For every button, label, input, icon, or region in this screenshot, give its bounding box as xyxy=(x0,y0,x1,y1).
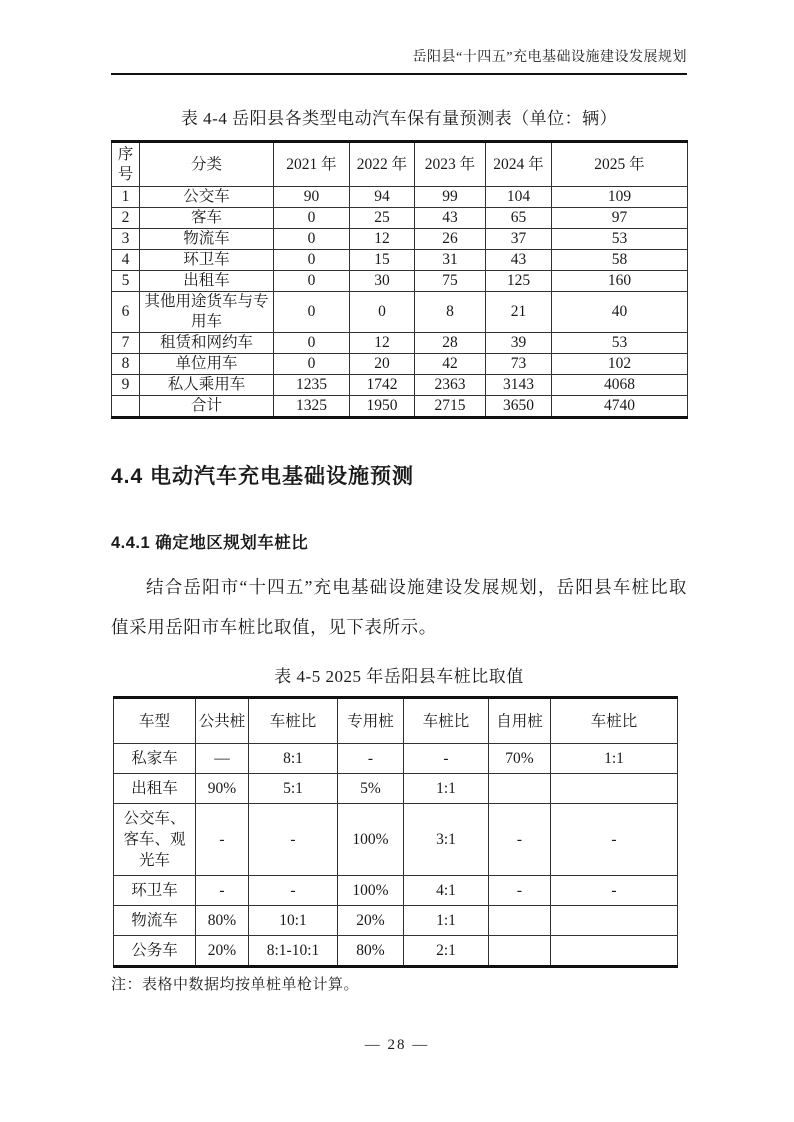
table-cell: 0 xyxy=(274,333,350,354)
table-row xyxy=(114,804,678,876)
table-cell: - xyxy=(196,804,249,876)
table-cell: 公务车 xyxy=(114,936,196,967)
table-cell: 43 xyxy=(415,208,486,229)
vehicle-ownership-forecast-table xyxy=(111,140,688,419)
table-cell: - xyxy=(196,876,249,906)
table-cell: 80% xyxy=(196,906,249,936)
table-cell: 8:1-10:1 xyxy=(249,936,338,967)
column-header: 车型 xyxy=(114,698,196,744)
table-cell: 99 xyxy=(415,187,486,208)
table-cell: 3:1 xyxy=(404,804,489,876)
table-cell: 65 xyxy=(486,208,552,229)
table-cell: 物流车 xyxy=(140,229,274,250)
table-cell: - xyxy=(404,744,489,774)
table-cell: 20% xyxy=(196,936,249,967)
table-row xyxy=(114,936,678,967)
table-cell xyxy=(489,774,551,804)
table-cell: 1:1 xyxy=(551,744,678,774)
table-header-row xyxy=(114,698,678,744)
table-cell: 租赁和网约车 xyxy=(140,333,274,354)
column-header: 自用桩 xyxy=(489,698,551,744)
table-cell: 12 xyxy=(350,229,415,250)
table-cell: 39 xyxy=(486,333,552,354)
column-header: 车桩比 xyxy=(551,698,678,744)
table-row xyxy=(112,396,688,418)
running-header xyxy=(111,0,687,75)
table-cell: - xyxy=(489,876,551,906)
table-cell: - xyxy=(551,804,678,876)
column-header: 车桩比 xyxy=(404,698,489,744)
table-cell: 104 xyxy=(486,187,552,208)
table-cell: 109 xyxy=(552,187,688,208)
table-cell: 4:1 xyxy=(404,876,489,906)
table-cell: 43 xyxy=(486,250,552,271)
table-cell: 客车 xyxy=(140,208,274,229)
table-cell: 37 xyxy=(486,229,552,250)
table-cell: 40 xyxy=(552,292,688,333)
table-header-row xyxy=(112,142,688,187)
table-cell: 0 xyxy=(350,292,415,333)
table-cell: 97 xyxy=(552,208,688,229)
table-cell: 26 xyxy=(415,229,486,250)
table-cell: 28 xyxy=(415,333,486,354)
table-4-4-caption: 表 4-4 岳阳县各类型电动汽车保有量预测表（单位：辆） xyxy=(180,109,618,128)
table-cell: 20% xyxy=(338,906,404,936)
table-cell xyxy=(489,906,551,936)
table-cell: 私人乘用车 xyxy=(140,375,274,396)
table-cell: 100% xyxy=(338,804,404,876)
vehicle-pile-ratio-table xyxy=(113,696,678,968)
table-cell: 1235 xyxy=(274,375,350,396)
table-row xyxy=(114,774,678,804)
column-header: 公共桩 xyxy=(196,698,249,744)
table-cell: 0 xyxy=(274,208,350,229)
table-cell: 53 xyxy=(552,229,688,250)
table-cell: 出租车 xyxy=(140,271,274,292)
table-cell: 0 xyxy=(274,250,350,271)
table-cell: 出租车 xyxy=(114,774,196,804)
table-row xyxy=(114,744,678,774)
table-cell: 物流车 xyxy=(114,906,196,936)
table-cell: - xyxy=(489,804,551,876)
table-cell: 2363 xyxy=(415,375,486,396)
table-cell: 4068 xyxy=(552,375,688,396)
table-cell: 90 xyxy=(274,187,350,208)
table-row xyxy=(112,187,688,208)
table-cell: - xyxy=(249,876,338,906)
column-header: 2024 年 xyxy=(486,142,552,187)
table-cell: 100% xyxy=(338,876,404,906)
table-cell: 42 xyxy=(415,354,486,375)
table-cell: 其他用途货车与专用车 xyxy=(140,292,274,333)
table-cell: 0 xyxy=(274,354,350,375)
table-cell: 单位用车 xyxy=(140,354,274,375)
table-row xyxy=(112,333,688,354)
table-cell: 4740 xyxy=(552,396,688,418)
table-cell: 5:1 xyxy=(249,774,338,804)
table-cell xyxy=(112,396,140,418)
table-cell: 53 xyxy=(552,333,688,354)
table-cell: 1950 xyxy=(350,396,415,418)
table-cell: 94 xyxy=(350,187,415,208)
table-cell: 58 xyxy=(552,250,688,271)
table-cell: 7 xyxy=(112,333,140,354)
table-cell: 公交车、客车、观光车 xyxy=(114,804,196,876)
table-cell: 环卫车 xyxy=(140,250,274,271)
column-header: 专用桩 xyxy=(338,698,404,744)
table-cell: 73 xyxy=(486,354,552,375)
table-cell: - xyxy=(551,876,678,906)
table-cell: 2 xyxy=(112,208,140,229)
table-cell: 12 xyxy=(350,333,415,354)
table-cell: 8 xyxy=(415,292,486,333)
table-cell: 9 xyxy=(112,375,140,396)
table-cell xyxy=(489,936,551,967)
column-header: 2023 年 xyxy=(415,142,486,187)
table-cell: - xyxy=(249,804,338,876)
table-cell: 20 xyxy=(350,354,415,375)
table-cell: 8 xyxy=(112,354,140,375)
table-cell: 2715 xyxy=(415,396,486,418)
table-cell: 160 xyxy=(552,271,688,292)
table-row xyxy=(112,375,688,396)
table-cell: — xyxy=(196,744,249,774)
table-cell: 1742 xyxy=(350,375,415,396)
table-row xyxy=(112,292,688,333)
page-number: — 28 — xyxy=(364,1037,430,1053)
table-cell: 1:1 xyxy=(404,906,489,936)
column-header: 2025 年 xyxy=(552,142,688,187)
table-cell: 90% xyxy=(196,774,249,804)
table-cell: 私家车 xyxy=(114,744,196,774)
table-cell: 合计 xyxy=(140,396,274,418)
running-header-title: 岳阳县“十四五”充电基础设施建设发展规划 xyxy=(412,50,687,65)
table-cell: 3 xyxy=(112,229,140,250)
table-cell: 30 xyxy=(350,271,415,292)
table-cell: 环卫车 xyxy=(114,876,196,906)
column-header: 分类 xyxy=(140,142,274,187)
table-row xyxy=(114,906,678,936)
table-cell: 8:1 xyxy=(249,744,338,774)
table-cell: 0 xyxy=(274,271,350,292)
table-cell: 0 xyxy=(274,229,350,250)
table-cell: 2:1 xyxy=(404,936,489,967)
table-row xyxy=(114,876,678,906)
table-cell: 1:1 xyxy=(404,774,489,804)
table-cell: 1325 xyxy=(274,396,350,418)
table-cell: 1 xyxy=(112,187,140,208)
table-cell: 3650 xyxy=(486,396,552,418)
page-content xyxy=(111,0,687,994)
table-cell: 10:1 xyxy=(249,906,338,936)
table-cell: 0 xyxy=(274,292,350,333)
column-header: 车桩比 xyxy=(249,698,338,744)
table-cell: 6 xyxy=(112,292,140,333)
table-row xyxy=(112,250,688,271)
table-cell xyxy=(551,936,678,967)
body-paragraph: 结合岳阳市“十四五”充电基础设施建设发展规划，岳阳县车桩比取值采用岳阳市车桩比取值，见下表所示。 xyxy=(111,577,687,637)
table-4-5-caption: 表 4-5 2025 年岳阳县车桩比取值 xyxy=(274,667,524,686)
table-cell: 21 xyxy=(486,292,552,333)
section-heading-4-4-1: 4.4.1 确定地区规划车桩比 xyxy=(111,534,309,552)
table-cell: 5 xyxy=(112,271,140,292)
table-cell: - xyxy=(338,744,404,774)
column-header: 序号 xyxy=(112,142,140,187)
table-cell xyxy=(551,906,678,936)
table-cell: 15 xyxy=(350,250,415,271)
table-row xyxy=(112,354,688,375)
column-header: 2021 年 xyxy=(274,142,350,187)
table-cell: 75 xyxy=(415,271,486,292)
table-cell: 102 xyxy=(552,354,688,375)
table-cell: 4 xyxy=(112,250,140,271)
section-heading-4-4: 4.4 电动汽车充电基础设施预测 xyxy=(111,465,415,488)
table-row xyxy=(112,208,688,229)
table-cell: 25 xyxy=(350,208,415,229)
table-row xyxy=(112,229,688,250)
table-row xyxy=(112,271,688,292)
table-note: 注：表格中数据均按单桩单枪计算。 xyxy=(111,977,360,993)
table-cell: 70% xyxy=(489,744,551,774)
table-cell: 80% xyxy=(338,936,404,967)
table-cell: 3143 xyxy=(486,375,552,396)
table-cell: 125 xyxy=(486,271,552,292)
table-cell: 5% xyxy=(338,774,404,804)
table-cell: 公交车 xyxy=(140,187,274,208)
column-header: 2022 年 xyxy=(350,142,415,187)
table-cell: 31 xyxy=(415,250,486,271)
table-cell xyxy=(551,774,678,804)
